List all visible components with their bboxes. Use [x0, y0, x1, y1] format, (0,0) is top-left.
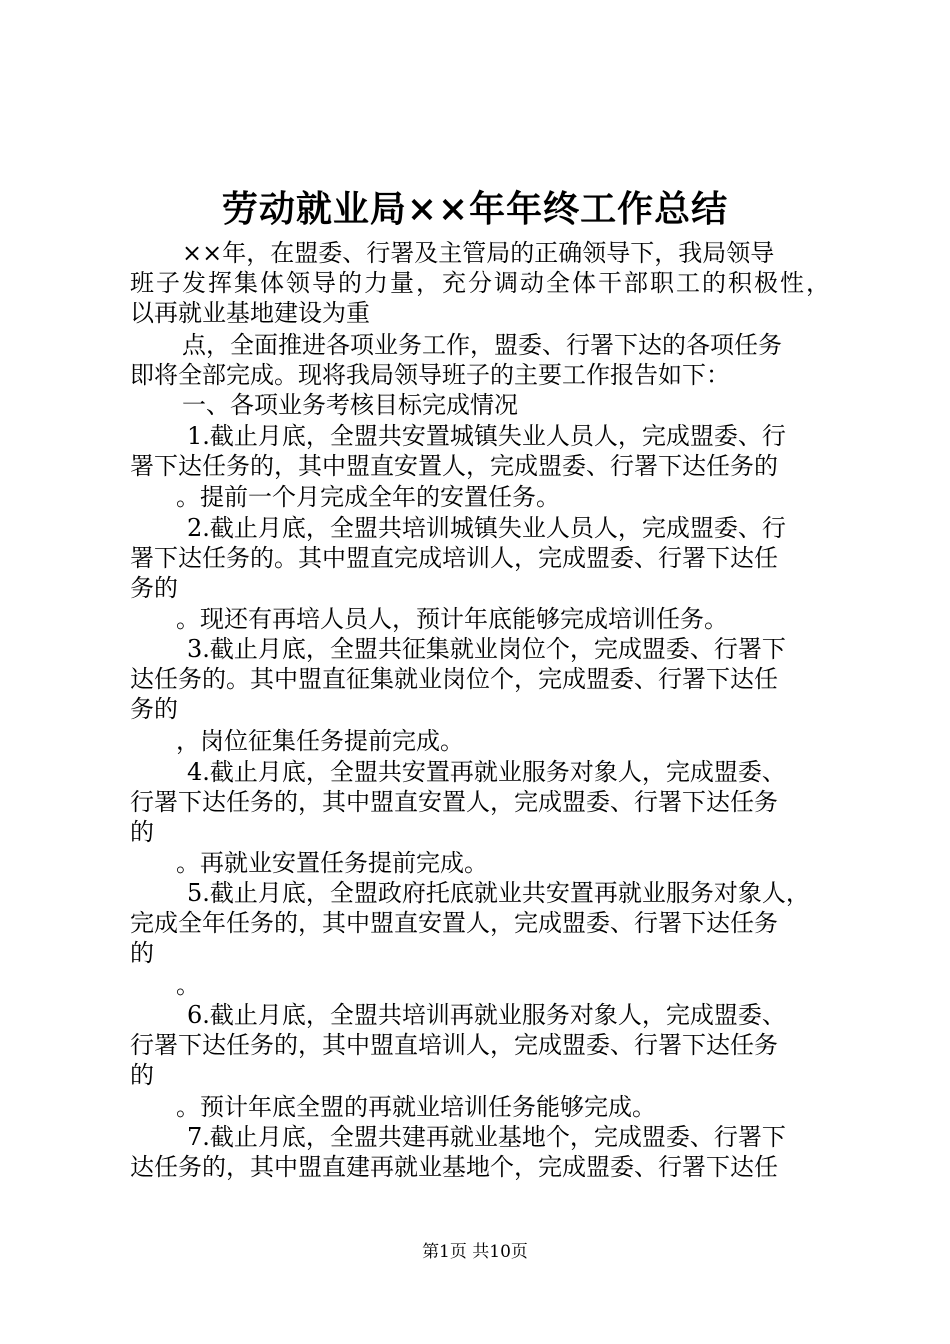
section-heading: 一、各项业务考核目标完成情况	[182, 391, 518, 419]
paragraph-line: 3.截止月底，全盟共征集就业岗位个，完成盟委、行署下	[187, 635, 786, 663]
paragraph-line: 。	[176, 971, 200, 999]
paragraph-line: 。预计年底全盟的再就业培训任务能够完成。	[176, 1093, 656, 1121]
paragraph-line: 。提前一个月完成全年的安置任务。	[176, 483, 560, 511]
paragraph-line: 即将全部完成。现将我局领导班子的主要工作报告如下：	[130, 361, 730, 389]
paragraph-line: 7.截止月底，全盟共建再就业基地个，完成盟委、行署下	[187, 1123, 786, 1151]
paragraph-line: ××年，在盟委、行署及主管局的正确领导下，我局领导	[182, 239, 775, 267]
paragraph-line: 1.截止月底，全盟共安置城镇失业人员人，完成盟委、行	[187, 422, 786, 450]
paragraph-line: 务的	[130, 574, 178, 602]
paragraph-line: ，岗位征集任务提前完成。	[176, 727, 464, 755]
paragraph-line: 4.截止月底，全盟共安置再就业服务对象人，完成盟委、	[187, 758, 786, 786]
paragraph-line: 的	[130, 939, 154, 967]
paragraph-line: 点，全面推进各项业务工作，盟委、行署下达的各项任务	[182, 331, 782, 359]
paragraph-line: 的	[130, 1061, 154, 1089]
document-title: 劳动就业局××年年终工作总结	[221, 188, 729, 230]
paragraph-line: 行署下达任务的，其中盟直安置人，完成盟委、行署下达任务	[130, 788, 778, 816]
paragraph-line: 6.截止月底，全盟共培训再就业服务对象人，完成盟委、	[187, 1001, 786, 1029]
paragraph-line: 完成全年任务的，其中盟直安置人，完成盟委、行署下达任务	[130, 909, 778, 937]
paragraph-line: 班子发挥集体领导的力量，充分调动全体干部职工的积极性，	[130, 269, 830, 297]
paragraph-line: 署下达任务的。其中盟直完成培训人，完成盟委、行署下达任	[130, 544, 778, 572]
paragraph-line: 。现还有再培人员人，预计年底能够完成培训任务。	[176, 605, 728, 633]
paragraph-line: 5.截止月底，全盟政府托底就业共安置再就业服务对象人，	[187, 879, 810, 907]
paragraph-line: 。再就业安置任务提前完成。	[176, 849, 488, 877]
paragraph-line: 行署下达任务的，其中盟直培训人，完成盟委、行署下达任务	[130, 1031, 778, 1059]
paragraph-line: 务的	[130, 695, 178, 723]
page-number-footer: 第1页 共10页	[422, 1242, 528, 1262]
paragraph-line: 以再就业基地建设为重	[130, 299, 370, 327]
paragraph-line: 达任务的。其中盟直征集就业岗位个，完成盟委、行署下达任	[130, 665, 778, 693]
paragraph-line: 署下达任务的，其中盟直安置人，完成盟委、行署下达任务的	[130, 452, 778, 480]
paragraph-line: 2.截止月底，全盟共培训城镇失业人员人，完成盟委、行	[187, 514, 786, 542]
paragraph-line: 的	[130, 818, 154, 846]
paragraph-line: 达任务的，其中盟直建再就业基地个，完成盟委、行署下达任	[130, 1153, 778, 1181]
